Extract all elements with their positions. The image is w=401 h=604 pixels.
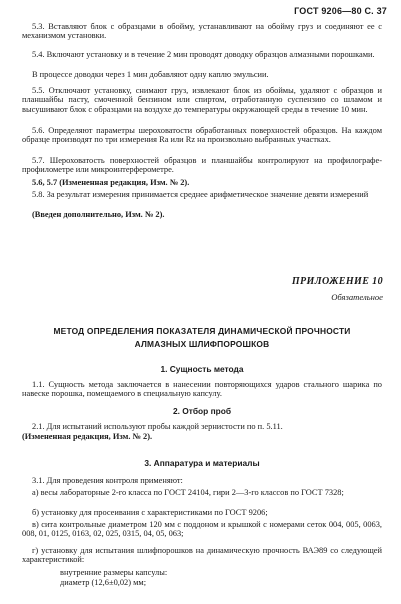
- appendix-status: Обязательное: [331, 292, 383, 302]
- list-item-g: г) установку для испытания шлифпорошков на динамическую прочность ВАЭ89 со следующей характеристикой:: [22, 546, 382, 565]
- list-item-v: в) сита контрольные диаметром 120 мм с поддоном и крышкой с номерами сеток 004, 005, 0063, 008, 01, 0125, 0163, 02, 025, 0315, 04, 05, 063;: [22, 520, 382, 539]
- paragraph-3-1: 3.1. Для проведения контроля применяют:: [32, 476, 183, 485]
- capsule-dimensions-label: внутренние размеры капсулы:: [60, 568, 168, 577]
- list-item-b: б) установку для просеивания с характеристиками по ГОСТ 9206;: [32, 508, 268, 517]
- amendment-note-2-1: (Измененная редакция, Изм. № 2).: [22, 432, 153, 441]
- amendment-note-5-8: (Введен дополнительно, Изм. № 2).: [32, 210, 165, 219]
- appendix-title-line-1: МЕТОД ОПРЕДЕЛЕНИЯ ПОКАЗАТЕЛЯ ДИНАМИЧЕСКОЙ ПРОЧНОСТИ: [53, 326, 351, 336]
- paragraph-2-1: 2.1. Для испытаний используют пробы каждой зернистости по п. 5.11.: [32, 422, 283, 431]
- page-header: ГОСТ 9206—80 С. 37: [294, 6, 387, 16]
- paragraph-5-7: 5.7. Шероховатость поверхностей образцов и планшайбы контролируют на профилографе-профилометре или микроинтерферометре.: [22, 156, 382, 175]
- paragraph-5-4-note: В процессе доводки через 1 мин добавляют одну каплю эмульсии.: [32, 70, 269, 79]
- paragraph-5-4: 5.4. Включают установку и в течение 2 мин проводят доводку образцов алмазными порошками.: [32, 50, 375, 59]
- capsule-diameter: диаметр (12,6±0,02) мм;: [60, 578, 147, 587]
- appendix-label: ПРИЛОЖЕНИЕ 10: [291, 276, 383, 287]
- section-2-heading: 2. Отбор проб: [172, 406, 232, 416]
- section-1-heading: 1. Сущность метода: [160, 364, 244, 374]
- paragraph-5-5: 5.5. Отключают установку, снимают груз, извлекают блок из обоймы, удаляют с образцов и планшайбы пасту, смоченной бензином или спиртом, отработанную суспензию со шламом и высушивают блок с образцами на воздухе до температуры окружающей среды в течение 10 мин.: [22, 86, 382, 114]
- paragraph-5-3: 5.3. Вставляют блок с образцами в обойму, устанавливают на обойму груз и соединяют ее с механизмом установки.: [22, 22, 382, 41]
- paragraph-5-6: 5.6. Определяют параметры шероховатости обработанных поверхностей образцов. На каждом образце производят по три измерения Ra или Rz на произвольно выбранных участках.: [22, 126, 382, 145]
- amendment-note-5-6-5-7: 5.6, 5.7 (Измененная редакция, Изм. № 2).: [32, 178, 190, 187]
- paragraph-5-8: 5.8. За результат измерения принимается среднее арифметическое значение девяти измерений: [32, 190, 369, 199]
- section-3-heading: 3. Аппаратура и материалы: [144, 458, 260, 468]
- list-item-a: а) весы лабораторные 2-го класса по ГОСТ 24104, гири 2—3-го классов по ГОСТ 7328;: [32, 488, 344, 497]
- appendix-title-line-2: АЛМАЗНЫХ ШЛИФПОРОШКОВ: [134, 339, 270, 349]
- paragraph-1-1: 1.1. Сущность метода заключается в нанесении повторяющихся ударов стального шарика по навеске порошка, помещаемого в специальную капсулу.: [22, 380, 382, 399]
